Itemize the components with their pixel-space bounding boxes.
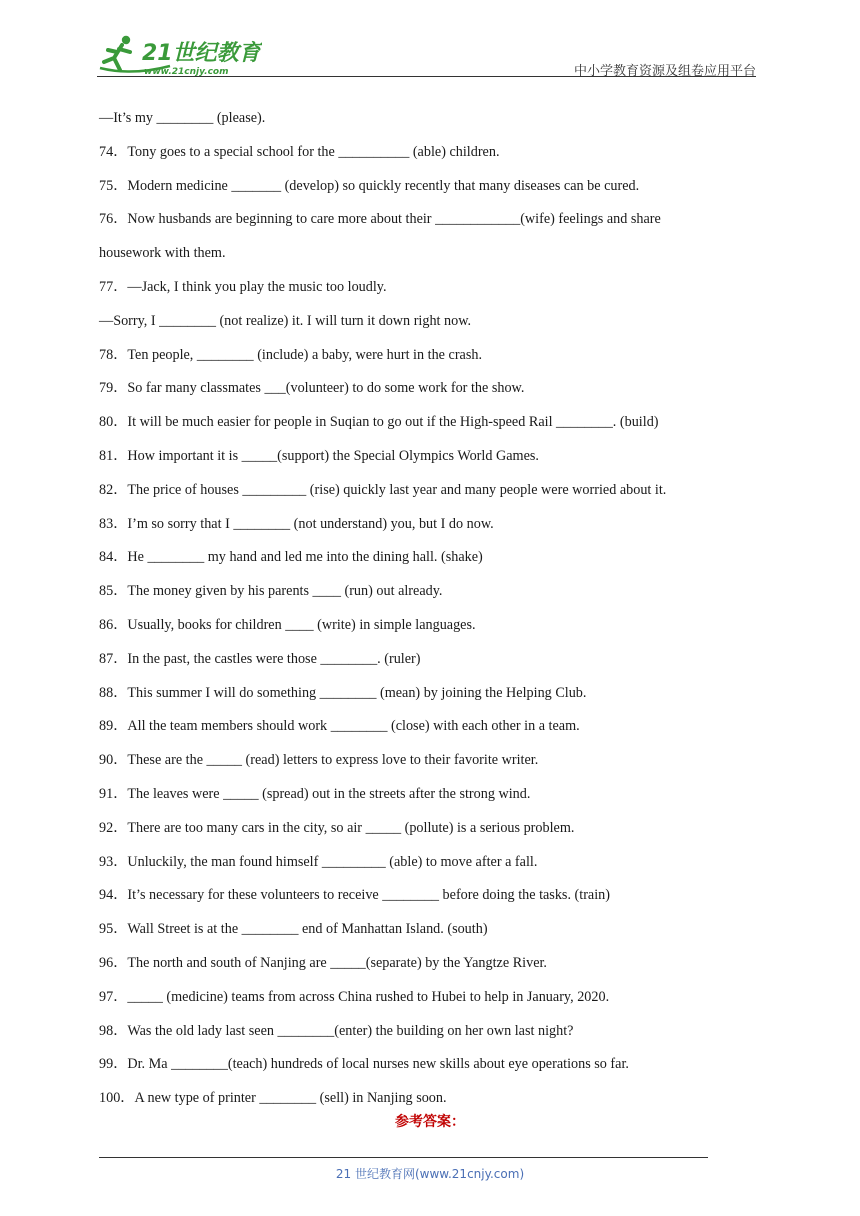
answers-heading: 参考答案：: [395, 1114, 465, 1130]
question-line: 81．How important it is _____(support) the Special Olympics World Games.: [99, 447, 539, 464]
runner-logo-icon: [92, 32, 262, 78]
question-line: 87．In the past, the castles were those ________. (ruler): [99, 650, 421, 667]
question-line: 86．Usually, books for children ____ (write) in simple languages.: [99, 616, 476, 633]
question-line: 75．Modern medicine _______ (develop) so quickly recently that many diseases can be cured.: [99, 177, 640, 194]
question-line: 95．Wall Street is at the ________ end of Manhattan Island. (south): [99, 921, 488, 938]
question-line: —Sorry, I ________ (not realize) it. I will turn it down right now.: [99, 312, 472, 329]
question-line: 100．A new type of printer ________ (sell) in Nanjing soon.: [99, 1090, 447, 1107]
logo-url: www.21cnjy.com: [144, 67, 229, 77]
question-line: 78．Ten people, ________ (include) a baby, were hurt in the crash.: [99, 346, 482, 363]
question-line: 74．Tony goes to a special school for the __________ (able) children.: [99, 143, 500, 160]
question-line: housework with them.: [99, 245, 226, 262]
question-list: [99, 102, 739, 1116]
question-line: 96．The north and south of Nanjing are _____(separate) by the Yangtze River.: [99, 954, 547, 971]
question-line: 92．There are too many cars in the city, so air _____ (pollute) is a serious problem.: [99, 819, 575, 836]
question-line: 79．So far many classmates ___(volunteer) to do some work for the show.: [99, 380, 525, 397]
question-line: 76．Now husbands are beginning to care more about their ____________(wife) feelings and share: [99, 211, 661, 228]
logo-text: 21世纪教育: [142, 41, 261, 66]
question-line: 97．_____ (medicine) teams from across China rushed to Hubei to help in January, 2020.: [99, 988, 610, 1005]
question-line: 77．—Jack, I think you play the music too loudly.: [99, 278, 387, 295]
question-line: 91．The leaves were _____ (spread) out in the streets after the strong wind.: [99, 785, 531, 802]
header-divider: [97, 76, 756, 77]
question-line: 93．Unluckily, the man found himself _________ (able) to move after a fall.: [99, 853, 538, 870]
question-line: 85．The money given by his parents ____ (run) out already.: [99, 583, 443, 600]
question-line: 82．The price of houses _________ (rise) quickly last year and many people were worried about it.: [99, 481, 667, 498]
question-line: 89．All the team members should work ________ (close) with each other in a team.: [99, 718, 580, 735]
footer-divider: [99, 1157, 708, 1158]
site-logo[interactable]: [92, 32, 262, 78]
question-line: 80．It will be much easier for people in Suqian to go out if the High-speed Rail ________. (build): [99, 414, 659, 431]
question-line: 94．It’s necessary for these volunteers to receive ________ before doing the tasks. (train): [99, 887, 610, 904]
question-line: 88．This summer I will do something ________ (mean) by joining the Helping Club.: [99, 684, 587, 701]
question-line: 99．Dr. Ma ________(teach) hundreds of local nurses new skills about eye operations so far.: [99, 1056, 629, 1073]
question-line: 90．These are the _____ (read) letters to express love to their favorite writer.: [99, 752, 539, 769]
header-platform-name: 中小学教育资源及组卷应用平台: [573, 64, 756, 79]
footer-link[interactable]: 21 世纪教育网(www.21cnjy.com): [335, 1167, 525, 1181]
question-line: 83．I’m so sorry that I ________ (not understand) you, but I do now.: [99, 515, 494, 532]
page-header: [0, 0, 860, 80]
question-line: 98．Was the old lady last seen ________(enter) the building on her own last night?: [99, 1022, 574, 1039]
question-line: —It’s my ________ (please).: [99, 110, 266, 126]
question-line: 84．He ________ my hand and led me into the dining hall. (shake): [99, 549, 483, 566]
